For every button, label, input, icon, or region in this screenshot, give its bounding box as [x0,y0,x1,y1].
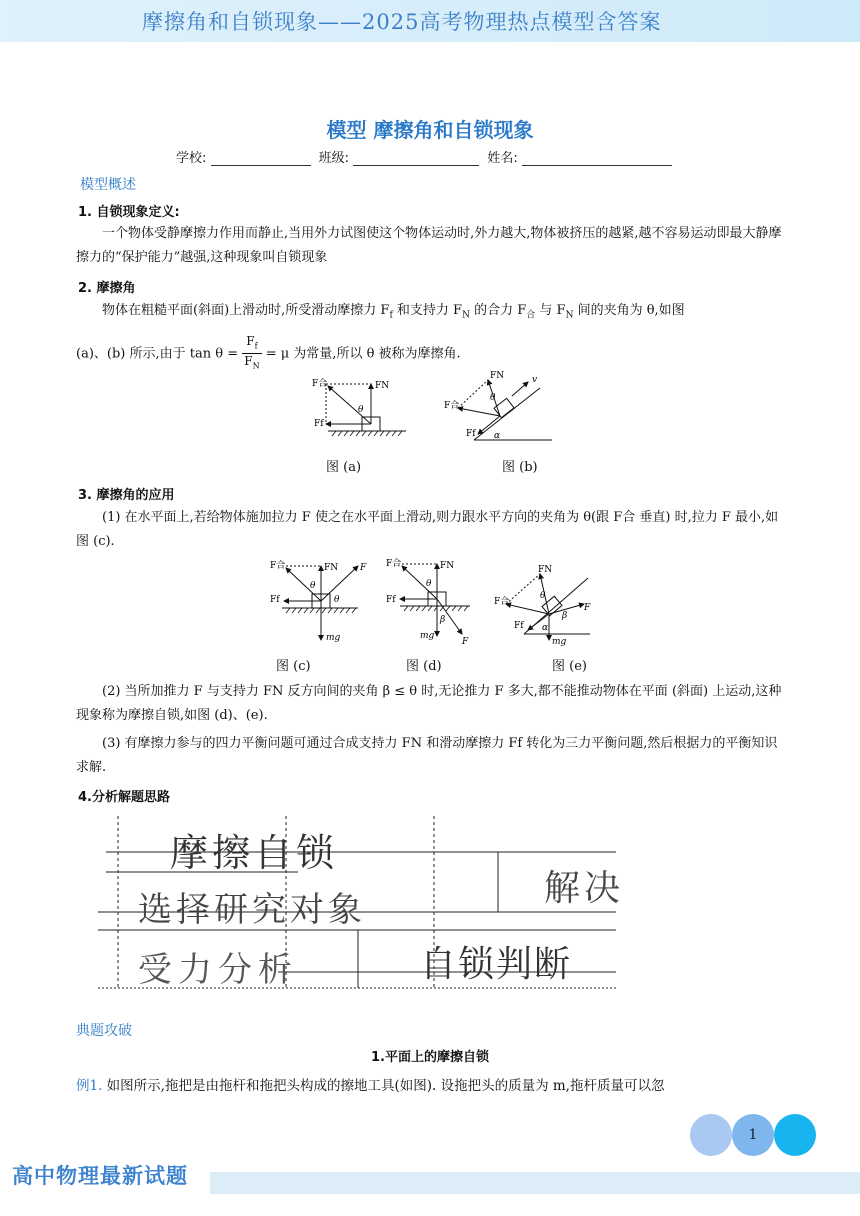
fig-e-label-ff: Ff [514,621,524,631]
fig-b-label-ff: Ff [466,429,476,439]
section-examples-heading: 典题攻破 [76,1023,132,1039]
s2-line2a: (a)、(b) 所示,由于 tan θ = [76,345,239,361]
s2-line1e: 间的夹角为 θ,如图 [573,303,685,318]
fig-d-label-mg: mg [420,631,435,641]
s2-line1: 物体在粗糙平面(斜面)上滑动时,所受滑动摩擦力 F [102,303,390,318]
fig-b-label-fhe: F合 [444,401,460,411]
sub-n-2: N [565,310,574,321]
s4-heading: 4.分析解题思路 [78,790,170,805]
s3-p1: (1) 在水平面上,若给物体施加拉力 F 使之在水平面上滑动,则力跟水平方向的夹角为 θ(跟 F合 垂直) 时,拉力 F 最小,如图 (c). [76,510,779,549]
fig-c-label-ff: Ff [270,595,280,605]
flow-text-2: 选择研究对象 [138,890,366,930]
footer-strip [210,1172,860,1194]
fig-d-label-f: F [462,637,469,647]
figure-a [306,372,406,452]
fig-e-label-f: F [584,603,591,613]
fig-d-label-fn: FN [440,561,455,571]
caption-d: 图 (d) [406,659,442,674]
example-1-label: 例1. [76,1078,103,1094]
fig-e-label-mg: mg [552,637,567,647]
example-1 [76,1074,664,1094]
page-circle-left [690,1114,732,1156]
fig-b-label-theta: θ [490,393,496,403]
caption-c: 图 (c) [276,659,311,674]
frac-num: F [246,333,255,348]
sub-heading: 1.平面上的摩擦自锁 [371,1050,489,1065]
sub-n: N [462,310,470,321]
figure-d [382,556,478,648]
school-blank[interactable] [211,153,311,166]
s1-text: 一个物体受静摩擦力作用而静止,当用外力试图使这个物体运动时,外力越大,物体被挤压的越紧,越不容易运动即最大静摩擦力的“保护能力”越强,这种现象叫自锁现象 [76,226,782,265]
sub-he: 合 [526,310,536,321]
frac-den: F [244,353,253,368]
fig-a-label-fn: FN [375,381,390,391]
student-info-line [176,147,676,166]
frac-num-sub: f [254,340,258,350]
s2-line1b: 和支持力 F [392,303,463,318]
s3-p2: (2) 当所加推力 F 与支持力 FN 反方向间的夹角 β ≤ θ 时,无论推力 F 多大,都不能推动物体在平面 (斜面) 上运动,这种现象称为摩擦自锁,如图 (d)、(e). [76,684,782,723]
s2-paragraph [76,299,788,373]
class-label: 班级: [318,151,350,166]
fig-e-label-theta: θ [540,591,546,601]
fig-e-label-fhe: F合 [494,597,510,607]
page-title: 模型 摩擦角和自锁现象 [326,118,534,142]
caption-b: 图 (b) [502,460,538,475]
class-blank[interactable] [353,153,479,166]
fig-a-label-theta: θ [358,405,364,415]
s1-heading: 1. 自锁现象定义: [78,205,180,220]
fig-e-label-fn: FN [538,565,553,575]
fig-b-label-fn: FN [490,371,505,381]
fig-e-label-alpha: α [542,623,549,633]
flow-text-4: 受力分析 [138,950,298,990]
fig-c-label-theta: θ [310,581,316,591]
section-overview-heading: 模型概述 [80,177,136,193]
s2-line1c: 的合力 F [469,303,527,318]
friction-fraction [242,334,261,374]
s2-line1d: 与 F [535,303,566,318]
fig-b-label-alpha: α [494,431,501,441]
page-number: 1 [732,1114,774,1156]
example-1-text: 如图所示,拖把是由拖杆和拖把头构成的擦地工具(如图). 设拖把头的质量为 m,拖杆质量可以忽 [102,1078,665,1094]
s2-line2b: = μ 为常量,所以 θ 被称为摩擦角. [265,345,461,361]
fig-a-label-ff: Ff [314,419,324,429]
flow-text-5: 自锁判断 [420,944,573,985]
figure-c [268,558,372,648]
fig-b-label-v: v [532,375,538,385]
flow-text-1: 摩擦自锁 [170,831,339,875]
fig-c-label-theta-2: θ [334,595,340,605]
sub-f: f [389,310,393,321]
fig-d-label-fhe: F合 [386,559,402,569]
banner-title: 摩擦角和自锁现象——2025高考物理热点模型含答案 [142,10,662,34]
page-circle-right [774,1114,816,1156]
name-label: 姓名: [487,151,518,166]
fig-c-label-fn: FN [324,563,339,573]
school-label: 学校: [176,151,207,166]
fig-c-label-f: F [360,563,367,573]
fig-e-label-beta: β [562,611,568,621]
s2-heading: 2. 摩擦角 [78,281,136,296]
fig-d-label-theta: θ [426,579,432,589]
name-blank[interactable] [522,153,672,166]
fig-a-label-fhe: F合 [312,379,328,389]
fig-d-label-ff: Ff [386,595,396,605]
fig-c-label-mg: mg [326,633,341,643]
analysis-flowchart [98,812,625,990]
caption-e: 图 (e) [552,659,587,674]
fig-d-label-beta: β [440,615,446,625]
frac-den-sub: N [252,361,260,371]
figure-b [444,368,556,448]
footer-logo: 高中物理最新试题 [12,1164,188,1188]
figure-e [494,564,594,646]
flow-text-3: 解决 [544,868,625,909]
s3-p3: (3) 有摩擦力参与的四力平衡问题可通过合成支持力 FN 和滑动摩擦力 Ff 转化为三力平衡问题,然后根据力的平衡知识求解. [76,736,778,775]
caption-a: 图 (a) [326,460,362,475]
s3-heading: 3. 摩擦角的应用 [78,488,175,503]
fig-c-label-fhe: F合 [270,561,286,571]
